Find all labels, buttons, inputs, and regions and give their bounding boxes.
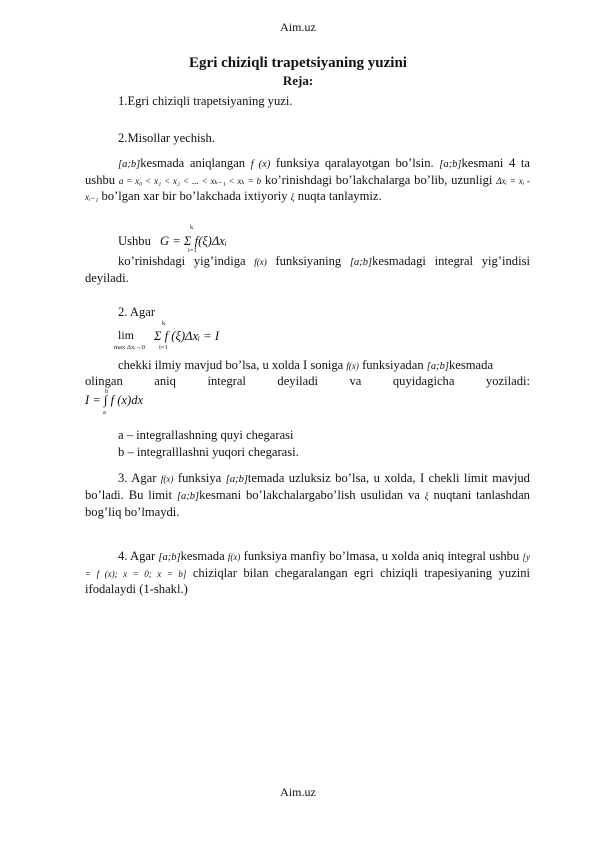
xi-symbol: ξ xyxy=(424,490,429,501)
function-fx: f(x) xyxy=(254,257,267,267)
upper-limit-note: b – integralllashni yuqori chegarasi. xyxy=(118,445,299,459)
function-fx: f(x) xyxy=(346,361,359,371)
lower-limit-note: a – integrallashning quyi chegarasi xyxy=(118,428,294,442)
page-footer: Aim.uz xyxy=(280,785,316,799)
sum-definition: Ushbu k G = Σ f(ξ)Δxᵢ i=1 xyxy=(118,224,227,254)
interval-ab: [a;b] xyxy=(118,159,141,170)
partition-formula: a = x₀ < x₁ < x₂ < ... < xₖ₋₁ < xₖ = b xyxy=(118,175,262,186)
page-header: Aim.uz xyxy=(280,20,316,34)
paragraph-definite-integral-cont: olingan aniq integral deyiladi va quyidagicha yoziladi: xyxy=(85,374,530,388)
plan-item-1: 1.Egri chiziqli trapetsiyaning yuzi. xyxy=(118,94,293,108)
agar-2: 2. Agar xyxy=(118,305,156,319)
limit-formula: lim max Δxᵢ→0 k Σ f (ξ)Δxᵢ = I i=1 xyxy=(114,320,220,351)
function-fx: f(x) xyxy=(227,552,241,562)
xi-symbol: ξ xyxy=(290,192,295,203)
interval-ab: [a;b] xyxy=(426,361,449,372)
interval-ab: [a;b] xyxy=(225,474,248,485)
bounding-lines-formula: [y = f (x); x = 0; x = b] xyxy=(85,552,530,579)
interval-ab: [a;b] xyxy=(439,159,462,170)
paragraph-definite-integral: chekki ilmiy mavjud bo’lsa, u xolda I soniga f(x) funksiyadan [a;b]kesmada xyxy=(118,358,494,372)
interval-ab: [a;b] xyxy=(158,552,181,563)
sum-formula-G: G = Σ f(ξ)Δxᵢ xyxy=(160,234,227,248)
paragraph-continuity: 3. Agar f(x) funksiya [a;b]temada uzluksiz bo’lsa, u xolda, I chekli limit mavjud bo’ladi. Bu limit [a;b]kesmani bo’lakchalargabo’lish usulidan va ξ nuqtani tanlashdan bog’liq bo’lmaydi. xyxy=(85,471,530,519)
delta-formula: Δxᵢ = xᵢ - xᵢ₋₁ xyxy=(85,175,531,203)
paragraph-area: 4. Agar [a;b]kesmada f(x) funksiya manfiy bo’lmasa, u xolda aniq integral ushbu [y = f (x); x = 0; x = b] chiziqlar bilan chegaralangan egri chiziqli trapesiyaning yuzini ifodalaydi (1-shakl.) xyxy=(85,549,531,597)
plan-heading: Reja: xyxy=(282,73,314,88)
paragraph-integral-sum: ko’rinishdagi yig’indiga f(x) funksiyaning [a;b]kesmadagi integral yig’indisi deyiladi. xyxy=(85,254,530,285)
interval-ab: [a;b] xyxy=(176,490,200,502)
plan-item-2: 2.Misollar yechish. xyxy=(118,131,215,145)
function-fx: f (x) xyxy=(250,159,271,170)
page-title: Egri chiziqli trapetsiyaning yuzini xyxy=(189,55,407,71)
paragraph-partition: [a;b]kesmada aniqlangan f (x) funksiya qaralayotgan bo’lsin. [a;b]kesmani 4 ta ushbu a = x₀ < x₁ < x₂ < ... < xₖ₋₁ < xₖ = b ko’rinishdagi bo’lakchalarga bo’lib, uzunligi Δxᵢ = xᵢ - xᵢ₋₁ bo’lgan xar bir bo’lakchada ixtiyoriy ξ nuqta tanlaymiz. xyxy=(85,156,531,204)
integral-formula: b I = ∫ f (x)dx a xyxy=(85,388,144,416)
function-fx: f(x) xyxy=(160,474,174,484)
interval-ab: [a;b] xyxy=(349,257,373,268)
